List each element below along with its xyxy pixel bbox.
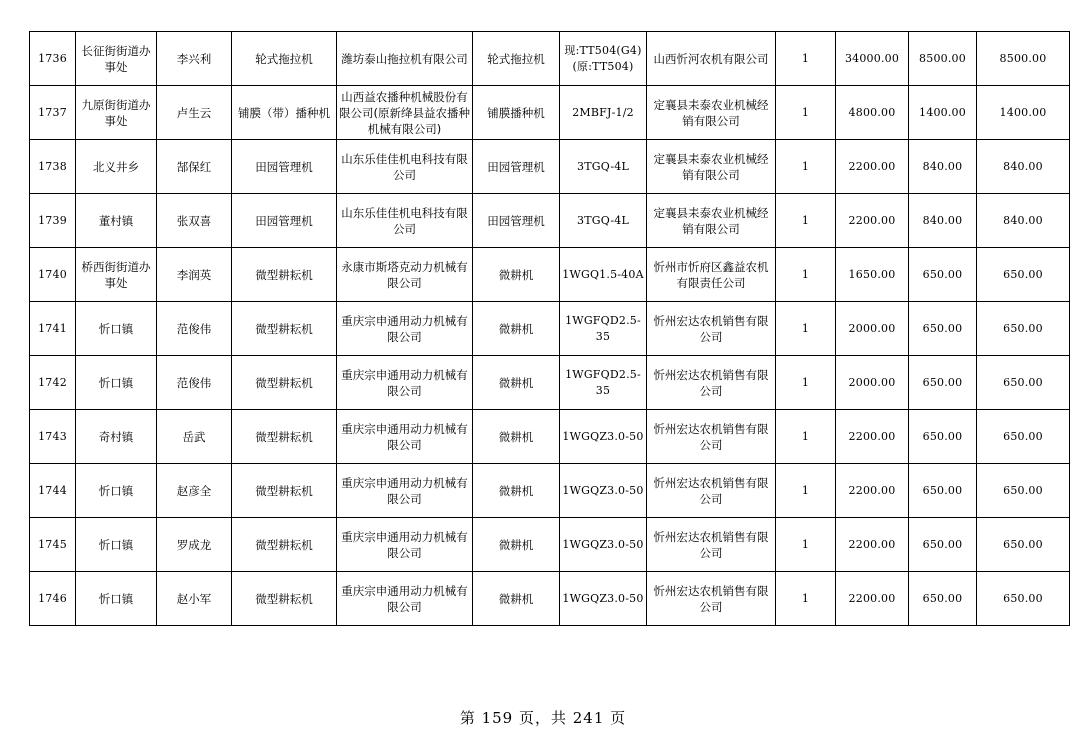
cell-qty: 1 <box>776 194 836 248</box>
cell-manufacturer: 潍坊泰山拖拉机有限公司 <box>337 32 473 86</box>
cell-total: 840.00 <box>977 194 1070 248</box>
cell-product: 微耕机 <box>473 464 560 518</box>
cell-town: 北义井乡 <box>76 140 157 194</box>
cell-buyer: 卢生云 <box>157 86 232 140</box>
cell-manufacturer: 山西益农播种机械股份有限公司(原新绛县益农播种机械有限公司) <box>337 86 473 140</box>
cell-model: 2MBFJ-1/2 <box>560 86 647 140</box>
cell-price: 2000.00 <box>836 356 909 410</box>
cell-subsidy: 650.00 <box>909 464 977 518</box>
cell-category: 田园管理机 <box>232 140 337 194</box>
cell-price: 34000.00 <box>836 32 909 86</box>
cell-model: 1WGFQD2.5-35 <box>560 356 647 410</box>
cell-model: 现:TT504(G4)(原:TT504) <box>560 32 647 86</box>
cell-total: 650.00 <box>977 302 1070 356</box>
cell-category: 微型耕耘机 <box>232 464 337 518</box>
cell-price: 2200.00 <box>836 194 909 248</box>
cell-town: 董村镇 <box>76 194 157 248</box>
cell-qty: 1 <box>776 140 836 194</box>
cell-total: 650.00 <box>977 518 1070 572</box>
cell-buyer: 罗成龙 <box>157 518 232 572</box>
cell-model: 1WGFQD2.5-35 <box>560 302 647 356</box>
cell-model: 1WGQZ3.0-50 <box>560 464 647 518</box>
cell-seq: 1739 <box>30 194 76 248</box>
cell-buyer: 张双喜 <box>157 194 232 248</box>
cell-model: 1WGQZ3.0-50 <box>560 410 647 464</box>
cell-seq: 1743 <box>30 410 76 464</box>
cell-product: 微耕机 <box>473 518 560 572</box>
cell-buyer: 范俊伟 <box>157 302 232 356</box>
cell-buyer: 范俊伟 <box>157 356 232 410</box>
cell-price: 2200.00 <box>836 410 909 464</box>
table-row <box>30 410 1070 464</box>
cell-price: 4800.00 <box>836 86 909 140</box>
cell-category: 微型耕耘机 <box>232 248 337 302</box>
table-row <box>30 194 1070 248</box>
cell-subsidy: 8500.00 <box>909 32 977 86</box>
cell-buyer: 赵小军 <box>157 572 232 626</box>
cell-seq: 1745 <box>30 518 76 572</box>
cell-subsidy: 840.00 <box>909 140 977 194</box>
cell-dealer: 忻州宏达农机销售有限公司 <box>647 302 776 356</box>
cell-category: 微型耕耘机 <box>232 410 337 464</box>
cell-seq: 1741 <box>30 302 76 356</box>
cell-model: 1WGQZ3.0-50 <box>560 572 647 626</box>
cell-buyer: 李润英 <box>157 248 232 302</box>
cell-price: 1650.00 <box>836 248 909 302</box>
cell-manufacturer: 重庆宗申通用动力机械有限公司 <box>337 464 473 518</box>
cell-buyer: 郜保红 <box>157 140 232 194</box>
cell-dealer: 忻州宏达农机销售有限公司 <box>647 464 776 518</box>
cell-dealer: 定襄县耒泰农业机械经销有限公司 <box>647 86 776 140</box>
cell-product: 微耕机 <box>473 248 560 302</box>
cell-qty: 1 <box>776 32 836 86</box>
cell-manufacturer: 重庆宗申通用动力机械有限公司 <box>337 518 473 572</box>
cell-manufacturer: 山东乐佳佳机电科技有限公司 <box>337 140 473 194</box>
cell-dealer: 忻州宏达农机销售有限公司 <box>647 356 776 410</box>
cell-product: 微耕机 <box>473 572 560 626</box>
table-body <box>30 32 1070 626</box>
cell-category: 轮式拖拉机 <box>232 32 337 86</box>
cell-subsidy: 650.00 <box>909 302 977 356</box>
cell-product: 田园管理机 <box>473 194 560 248</box>
cell-price: 2200.00 <box>836 572 909 626</box>
table-row <box>30 248 1070 302</box>
cell-seq: 1742 <box>30 356 76 410</box>
cell-product: 微耕机 <box>473 356 560 410</box>
cell-qty: 1 <box>776 248 836 302</box>
page-footer: 第 159 页，共 241 页 <box>459 709 627 727</box>
cell-subsidy: 650.00 <box>909 248 977 302</box>
cell-qty: 1 <box>776 464 836 518</box>
cell-qty: 1 <box>776 410 836 464</box>
cell-town: 忻口镇 <box>76 518 157 572</box>
cell-product: 田园管理机 <box>473 140 560 194</box>
cell-total: 650.00 <box>977 572 1070 626</box>
table-row <box>30 464 1070 518</box>
table-row <box>30 32 1070 86</box>
cell-town: 忻口镇 <box>76 464 157 518</box>
cell-model: 3TGQ-4L <box>560 194 647 248</box>
cell-town: 九原街街道办事处 <box>76 86 157 140</box>
cell-price: 2000.00 <box>836 302 909 356</box>
cell-manufacturer: 永康市斯塔克动力机械有限公司 <box>337 248 473 302</box>
cell-qty: 1 <box>776 572 836 626</box>
cell-dealer: 忻州宏达农机销售有限公司 <box>647 572 776 626</box>
cell-category: 微型耕耘机 <box>232 356 337 410</box>
cell-price: 2200.00 <box>836 518 909 572</box>
cell-qty: 1 <box>776 86 836 140</box>
cell-total: 650.00 <box>977 410 1070 464</box>
cell-total: 8500.00 <box>977 32 1070 86</box>
table-row <box>30 356 1070 410</box>
cell-product: 轮式拖拉机 <box>473 32 560 86</box>
cell-category: 铺膜（带）播种机 <box>232 86 337 140</box>
cell-total: 650.00 <box>977 356 1070 410</box>
cell-dealer: 忻州宏达农机销售有限公司 <box>647 518 776 572</box>
table-row <box>30 86 1070 140</box>
cell-category: 微型耕耘机 <box>232 572 337 626</box>
cell-seq: 1737 <box>30 86 76 140</box>
cell-town: 长征街街道办事处 <box>76 32 157 86</box>
cell-seq: 1744 <box>30 464 76 518</box>
cell-qty: 1 <box>776 518 836 572</box>
cell-product: 铺膜播种机 <box>473 86 560 140</box>
cell-seq: 1738 <box>30 140 76 194</box>
cell-subsidy: 840.00 <box>909 194 977 248</box>
cell-dealer: 定襄县耒泰农业机械经销有限公司 <box>647 194 776 248</box>
cell-town: 桥西街街道办事处 <box>76 248 157 302</box>
cell-price: 2200.00 <box>836 464 909 518</box>
cell-subsidy: 650.00 <box>909 518 977 572</box>
table-row <box>30 518 1070 572</box>
cell-subsidy: 650.00 <box>909 410 977 464</box>
cell-total: 840.00 <box>977 140 1070 194</box>
cell-seq: 1746 <box>30 572 76 626</box>
cell-town: 忻口镇 <box>76 356 157 410</box>
cell-total: 1400.00 <box>977 86 1070 140</box>
cell-dealer: 忻州市忻府区鑫益农机有限责任公司 <box>647 248 776 302</box>
cell-dealer: 忻州宏达农机销售有限公司 <box>647 410 776 464</box>
cell-category: 微型耕耘机 <box>232 518 337 572</box>
cell-manufacturer: 重庆宗申通用动力机械有限公司 <box>337 356 473 410</box>
cell-product: 微耕机 <box>473 410 560 464</box>
cell-total: 650.00 <box>977 464 1070 518</box>
cell-manufacturer: 山东乐佳佳机电科技有限公司 <box>337 194 473 248</box>
cell-model: 1WGQ1.5-40A <box>560 248 647 302</box>
cell-price: 2200.00 <box>836 140 909 194</box>
cell-buyer: 赵彦全 <box>157 464 232 518</box>
cell-model: 3TGQ-4L <box>560 140 647 194</box>
cell-category: 田园管理机 <box>232 194 337 248</box>
cell-model: 1WGQZ3.0-50 <box>560 518 647 572</box>
cell-dealer: 山西忻河农机有限公司 <box>647 32 776 86</box>
table-row <box>30 572 1070 626</box>
table-row <box>30 302 1070 356</box>
cell-manufacturer: 重庆宗申通用动力机械有限公司 <box>337 302 473 356</box>
cell-buyer: 岳武 <box>157 410 232 464</box>
cell-subsidy: 650.00 <box>909 572 977 626</box>
cell-subsidy: 650.00 <box>909 356 977 410</box>
cell-manufacturer: 重庆宗申通用动力机械有限公司 <box>337 572 473 626</box>
cell-town: 忻口镇 <box>76 302 157 356</box>
cell-manufacturer: 重庆宗申通用动力机械有限公司 <box>337 410 473 464</box>
cell-seq: 1736 <box>30 32 76 86</box>
cell-product: 微耕机 <box>473 302 560 356</box>
cell-town: 忻口镇 <box>76 572 157 626</box>
table-row <box>30 140 1070 194</box>
cell-seq: 1740 <box>30 248 76 302</box>
cell-dealer: 定襄县耒泰农业机械经销有限公司 <box>647 140 776 194</box>
cell-total: 650.00 <box>977 248 1070 302</box>
cell-town: 奇村镇 <box>76 410 157 464</box>
cell-qty: 1 <box>776 302 836 356</box>
cell-buyer: 李兴利 <box>157 32 232 86</box>
cell-subsidy: 1400.00 <box>909 86 977 140</box>
cell-category: 微型耕耘机 <box>232 302 337 356</box>
subsidy-table <box>29 31 1070 626</box>
cell-qty: 1 <box>776 356 836 410</box>
